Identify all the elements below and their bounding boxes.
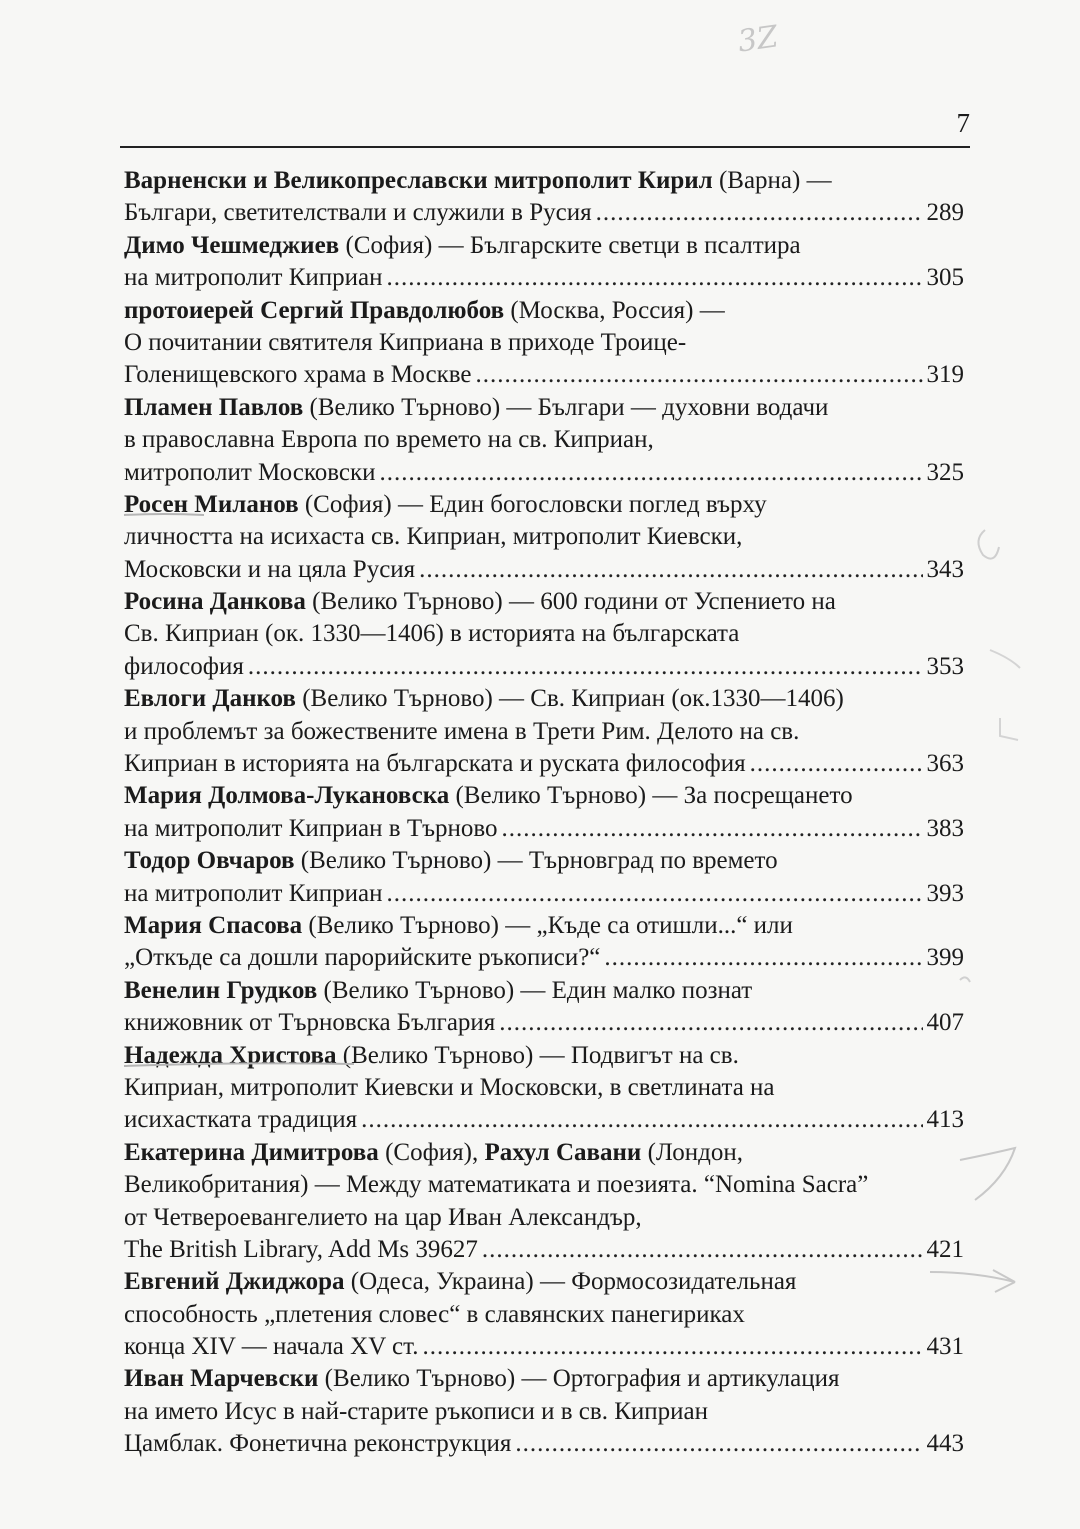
toc-entry-line [124,1169,964,1201]
dot-leader [604,942,922,974]
toc-title-text: на митрополит Киприан в Търново [124,814,498,842]
toc-author: Пламен Павлов [124,393,304,421]
toc-title-text: Великобритания) — Между математиката и поезията. “Nomina Sacra” [124,1171,869,1199]
toc-entry-first-line [124,975,964,1007]
toc-entry-line [124,1396,964,1428]
dot-leader [482,1234,923,1266]
toc-affiliation-title: (Велико Търново) — Един малко познат [317,976,753,1004]
toc-title-text: Киприан, митрополит Киевски и Московски, в светлината на [124,1073,775,1101]
dot-leader [361,1104,922,1136]
toc-entry-last-line [124,878,964,910]
toc-entry-first-line [124,392,964,424]
toc-page-number: 421 [926,1235,964,1263]
page-number: 7 [956,108,970,138]
toc-entry-line [124,521,964,553]
toc-author: Рахул Савани [484,1138,642,1166]
toc-author: Евгений Джиджора [124,1268,345,1296]
toc-entry-last-line [124,748,964,780]
toc-author: Димо Чешмеджиев [124,231,340,259]
toc-author: Мария Спасова [124,911,303,939]
header-rule [120,146,970,148]
toc-entry-last-line [124,1007,964,1039]
toc-entry-first-line [124,230,964,262]
dot-leader [422,1331,922,1363]
dot-leader [387,262,923,294]
toc-entry [124,295,964,392]
toc-page-number: 393 [926,879,964,907]
handwritten-mark: 3Z [735,19,781,60]
toc-entry [124,683,964,780]
toc-affiliation-title: (Варна) — [712,167,832,194]
toc-entry-last-line [124,197,964,229]
toc-affiliation-title: (Лондон, [641,1138,743,1166]
toc-affiliation-title: (Велико Търново) — 600 години от Успението на [305,588,836,616]
toc-title-text: способность „плетения словес“ в славянских панегириках [124,1300,745,1328]
toc-author: Росина Данкова [124,588,306,616]
dot-leader [515,1428,922,1460]
toc-title-text: конца XIV — начала XV ст. [124,1333,419,1361]
toc-entry-first-line [124,1040,964,1072]
toc-entry-last-line [124,1104,964,1136]
toc-title-text: The British Library, Add Ms 39627 [124,1235,478,1263]
toc-entry [124,1266,964,1363]
toc-title-text: на митрополит Киприан [124,879,383,907]
toc-entry-first-line [124,295,964,327]
toc-entry [124,586,964,683]
toc-entry-last-line [124,1428,964,1460]
toc-entry-first-line [124,489,964,521]
dot-leader [380,457,923,489]
toc-entry [124,910,964,975]
toc-page-number: 305 [926,264,964,292]
dot-leader [419,554,922,586]
toc-title-text: Московски и на цяла Русия [124,555,416,583]
toc-entry-last-line [124,813,964,845]
toc-entry-last-line [124,262,964,294]
toc-title-text: от Четвероевангелието на цар Иван Александър, [124,1203,642,1231]
toc-author: Тодор Овчаров [124,847,295,875]
toc-affiliation-title: (Москва, Россия) — [504,296,725,324]
toc-affiliation-title: (Велико Търново) — Търновград по времето [294,847,778,875]
toc-title-text: философия [124,652,244,680]
toc-title-text: Българи, светителствали и служили в Русия [124,199,592,227]
toc-entry [124,845,964,910]
toc-author: Евлоги Данков [124,685,296,713]
toc-title-text: исихастката традиция [124,1106,358,1134]
toc-affiliation-title: (Велико Търново) — „Къде са отишли...“ или [302,911,793,939]
toc-page-number: 383 [926,814,964,842]
toc-title-text: личността на исихаста св. Киприан, митрополит Киевски, [124,523,743,551]
toc-entry [124,230,964,295]
toc-affiliation-title: (Одеса, Украина) — Формосозидательная [344,1268,797,1296]
toc-page-number: 443 [926,1430,964,1458]
toc-page-number: 325 [926,458,964,486]
toc-entry-line [124,618,964,650]
toc-page-number: 407 [926,1009,964,1037]
toc-affiliation-title: (Велико Търново) — За посрещането [449,782,853,810]
toc-page-number: 319 [926,361,964,389]
toc-entry-line [124,1072,964,1104]
toc-page-number: 431 [926,1333,964,1361]
toc-entry [124,489,964,586]
dot-leader [750,748,923,780]
toc-entry [124,1137,964,1267]
toc-affiliation-title: (Велико Търново) — Св. Киприан (ок.1330—1406) [295,685,844,713]
toc-entry [124,392,964,489]
toc-title-text: на митрополит Киприан [124,264,383,292]
toc-title-text: Голенищевского храма в Москве [124,361,472,389]
toc-title-text: Цамблак. Фонетична реконструкция [124,1430,512,1458]
dot-leader [476,359,923,391]
dot-leader [387,878,923,910]
toc-affiliation-title: (Велико Търново) — Подвигът на св. [336,1041,739,1069]
toc-entry [124,1040,964,1137]
toc-entry [124,975,964,1040]
toc-entry [124,1363,964,1460]
table-of-contents [124,165,964,1461]
toc-affiliation-title: (София) — Един богословски поглед върху [298,490,767,518]
toc-entry-first-line [124,845,964,877]
toc-page-number: 363 [926,750,964,778]
toc-page-number: 353 [926,652,964,680]
toc-entry-first-line [124,586,964,618]
toc-affiliation-title: (София) — Българските светци в псалтира [339,231,801,259]
toc-entry-line [124,424,964,456]
dot-leader [499,1007,922,1039]
toc-entry-last-line [124,651,964,683]
toc-author: Росен Миланов [124,490,299,518]
toc-title-text: митрополит Московски [124,458,376,486]
dot-leader [502,813,923,845]
toc-entry-first-line [124,1266,964,1298]
toc-entry-first-line [124,683,964,715]
toc-title-text: в православна Европа по времето на св. Киприан, [124,426,654,454]
toc-title-text: и проблемът за божествените имена в Трети Рим. Делото на св. [124,717,800,745]
toc-title-text: О почитании святителя Киприана в приходе Троице- [124,328,687,356]
toc-page-number: 413 [926,1106,964,1134]
toc-entry-last-line [124,1234,964,1266]
toc-affiliation-title: (Велико Търново) — Ортография и артикулация [318,1365,840,1393]
toc-entry-first-line [124,910,964,942]
dot-leader [248,651,923,683]
toc-title-text: Св. Киприан (ок. 1330—1406) в историята на българската [124,620,740,648]
toc-title-text: Киприан в историята на българската и руската философия [124,750,746,778]
toc-title-text: книжовник от Търновска България [124,1009,496,1037]
toc-page-number: 343 [926,555,964,583]
toc-entry [124,780,964,845]
toc-title-text: „Откъде са дошли парорийските ръкописи?“ [124,944,601,972]
toc-entry-last-line [124,457,964,489]
toc-page-number: 399 [926,944,964,972]
toc-author: протоиерей Сергий Правдолюбов [124,296,505,324]
toc-affiliation-title: (Велико Търново) — Българи — духовни водачи [303,393,829,421]
toc-entry-first-line [124,1137,964,1169]
toc-entry-last-line [124,359,964,391]
toc-author: Екатерина Димитрова [124,1138,379,1166]
toc-entry-last-line [124,942,964,974]
toc-author: Венелин Грудков [124,976,318,1004]
toc-entry-line [124,716,964,748]
toc-entry-first-line [124,1363,964,1395]
toc-entry-line [124,1202,964,1234]
toc-entry-line [124,327,964,359]
toc-page-number: 289 [926,199,964,227]
toc-entry-first-line [124,780,964,812]
toc-author: Иван Марчевски [124,1365,319,1393]
toc-entry-last-line [124,554,964,586]
toc-entry-line [124,1299,964,1331]
toc-affiliation-title: (София), [378,1138,485,1166]
toc-entry-last-line [124,1331,964,1363]
dot-leader [596,197,923,229]
toc-entry [124,165,964,230]
toc-author: Надежда Христова [124,1041,337,1069]
toc-entry-first-line [124,165,964,197]
toc-author: Варненски и Великопреславски митрополит Кирил [124,167,713,194]
toc-title-text: на името Исус в най-старите ръкописи и в св. Киприан [124,1397,708,1425]
toc-author: Мария Долмова-Лукановска [124,782,450,810]
